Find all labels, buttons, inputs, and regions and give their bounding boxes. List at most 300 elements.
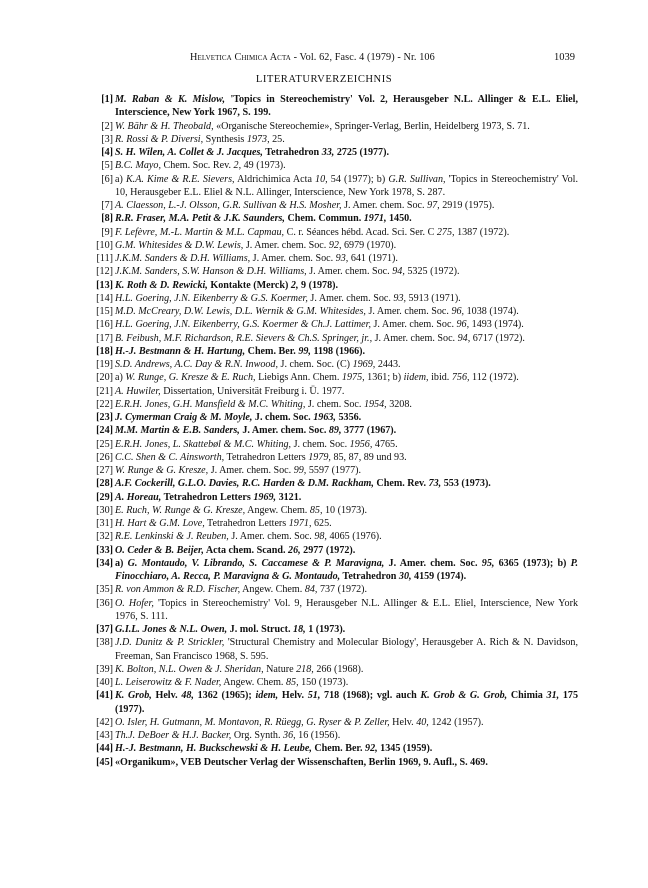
reference-item xyxy=(86,742,578,755)
reference-number: [5] xyxy=(101,160,113,172)
reference-italic-run: 85, xyxy=(285,677,299,688)
reference-run: 4159 (1974). xyxy=(411,571,467,582)
reference-italic-run: G. Montaudo, V. Librando, S. Caccamese & P. Maravigna, xyxy=(127,557,385,569)
reference-italic-run: M. Raban & K. Mislow, xyxy=(115,94,226,105)
reference-number: [9] xyxy=(101,226,113,238)
reference-run: Chem. Ber. xyxy=(245,345,299,357)
reference-item xyxy=(86,544,578,557)
reference-italic-run: 73, xyxy=(428,478,442,490)
reference-run: 85, 87, 89 und 93. xyxy=(330,451,407,463)
reference-italic-run: B. Feibush, M.F. Richardson, R.E. Sievers & Ch.S. Springer, jr., xyxy=(115,332,373,344)
reference-italic-run: 1973, xyxy=(246,133,270,145)
reference-number: [44] xyxy=(96,743,113,755)
reference-italic-run: M.D. McCreary, D.W. Lewis, D.L. Wernik & G.M. Whitesides, xyxy=(115,306,366,317)
reference-item xyxy=(86,689,578,716)
reference-italic-run: A. Claesson, L.-J. Olsson, G.R. Sullivan & H.S. Mosher, xyxy=(115,200,342,211)
reference-text xyxy=(115,756,578,769)
reference-text xyxy=(115,252,578,265)
reference-number: [43] xyxy=(96,730,113,741)
reference-italic-run: W. Bähr & H. Theobald, xyxy=(115,120,214,132)
reference-italic-run: J.D. Dunitz & P. Strickler, xyxy=(115,637,225,649)
reference-italic-run: W. Runge, G. Kresze & E. Ruch, xyxy=(125,372,256,384)
reference-run: ibid. xyxy=(428,372,452,384)
reference-run: Nature xyxy=(263,663,297,675)
reference-italic-run: iidem, xyxy=(403,372,429,384)
reference-italic-run: A. Huwiler, xyxy=(115,385,161,397)
reference-run: 1361; b) xyxy=(364,372,404,384)
reference-italic-run: G.M. Whitesides & D.W. Lewis, xyxy=(115,239,244,251)
reference-run: Chimia xyxy=(507,690,547,702)
reference-run: Acta chem. Scand. xyxy=(203,544,289,556)
reference-run: J. Amer. chem. Soc. xyxy=(250,253,336,264)
reference-item xyxy=(86,358,578,371)
reference-run: a) xyxy=(115,173,126,185)
reference-italic-run: S. H. Wilen, A. Collet & J. Jacques, xyxy=(115,147,263,158)
reference-italic-run: 1975, xyxy=(341,372,365,384)
reference-run: Tetrahedron Letters xyxy=(204,518,289,529)
reference-italic-run: 96, xyxy=(451,306,465,317)
reference-italic-run: 98, xyxy=(314,531,327,543)
reference-run: 1 (1973). xyxy=(305,624,346,635)
reference-run: 737 (1972). xyxy=(317,584,368,596)
reference-italic-run: H.-J. Bestmann, H. Buckschewski & H. Leube, xyxy=(115,743,312,755)
reference-item xyxy=(86,451,578,464)
reference-run: Helv. xyxy=(278,690,308,702)
reference-item xyxy=(86,756,578,769)
reference-run: Tetrahedron Letters xyxy=(224,451,309,463)
reference-italic-run: K. Roth & D. Rewicki, xyxy=(115,279,208,291)
reference-run: J. Amer. chem. Soc. xyxy=(341,200,428,211)
reference-italic-run: 1971, xyxy=(288,518,312,529)
reference-number: [19] xyxy=(96,359,113,370)
section-title: LITERATURVERZEICHNIS xyxy=(255,74,393,85)
reference-item xyxy=(86,411,578,424)
reference-italic-run: idem, xyxy=(255,690,279,702)
reference-item xyxy=(86,530,578,543)
reference-run: J. chem. Soc. xyxy=(305,398,364,410)
reference-italic-run: H.L. Goering, J.N. Eikenberry, G.S. Koermer & Ch.J. Lattimer, xyxy=(115,319,371,331)
reference-text xyxy=(115,636,578,663)
reference-italic-run: K.A. Kime & R.E. Sievers, xyxy=(125,173,235,185)
reference-text xyxy=(115,305,578,318)
reference-italic-run: J.K.M. Sanders & D.H. Williams, xyxy=(115,253,251,264)
reference-item xyxy=(86,491,578,504)
reference-run: Helv. xyxy=(151,690,182,702)
reference-run: J. Amer. chem. Soc. xyxy=(307,292,394,304)
reference-run: a) xyxy=(115,372,126,384)
reference-run: 553 (1973). xyxy=(441,478,491,490)
reference-item xyxy=(86,345,578,358)
reference-item xyxy=(86,252,578,265)
reference-run: 1242 (1957). xyxy=(428,716,484,728)
reference-italic-run: G.R. Sullivan, xyxy=(388,173,446,185)
reference-run: J. Amer. chem. Soc. xyxy=(306,266,393,278)
reference-run: «Organikum», VEB Deutscher Verlag der Wissenschaften, Berlin 1969, 9. Aufl., S. 469. xyxy=(115,756,488,768)
reference-number: [35] xyxy=(96,584,113,596)
reference-italic-run: G.I.L. Jones & N.L. Owen, xyxy=(115,624,228,635)
reference-item xyxy=(86,212,578,225)
reference-italic-run: C.C. Shen & C. Ainsworth, xyxy=(115,451,225,463)
reference-number: [31] xyxy=(96,518,113,529)
reference-number: [7] xyxy=(101,200,113,211)
reference-number: [23] xyxy=(96,412,113,423)
reference-italic-run: H. Hart & G.M. Love, xyxy=(115,518,205,529)
reference-run: 49 (1973). xyxy=(241,160,286,172)
reference-item xyxy=(86,173,578,200)
reference-item xyxy=(86,146,578,159)
running-head xyxy=(190,52,520,63)
reference-run: 9 (1978). xyxy=(298,279,339,291)
reference-text xyxy=(115,411,578,424)
reference-run: 10 (1973). xyxy=(322,504,368,516)
reference-italic-run: 756, xyxy=(451,372,470,384)
reference-italic-run: 99, xyxy=(298,345,311,357)
reference-number: [45] xyxy=(96,756,113,768)
reference-text xyxy=(115,292,578,305)
reference-number: [1] xyxy=(101,94,113,105)
reference-italic-run: 30, xyxy=(398,571,412,582)
reference-italic-run: 10, xyxy=(315,173,328,185)
reference-text xyxy=(115,623,578,636)
reference-italic-run: F. Lefèvre, M.-L. Martin & M.L. Capmau, xyxy=(115,226,285,238)
reference-run: J. chem. Soc. xyxy=(291,438,350,450)
reference-italic-run: 84, xyxy=(304,584,318,596)
reference-item xyxy=(86,239,578,252)
reference-italic-run: 89, xyxy=(328,425,342,437)
reference-italic-run: 92, xyxy=(365,743,378,755)
reference-item xyxy=(86,226,578,239)
reference-text xyxy=(115,199,578,212)
reference-run: 2977 (1972). xyxy=(300,544,356,556)
reference-run: J. Amer. chem. Soc. xyxy=(365,306,452,317)
reference-run: Kontakte (Merck) xyxy=(207,279,291,291)
reference-run: 'Topics in Stereochemistry' Vol. 2, Herausgeber N.L. Allinger & E.L. Eliel, Interscience, New York 1967, S. 199. xyxy=(115,94,578,119)
reference-text xyxy=(115,742,578,755)
reference-run: 4765. xyxy=(372,438,398,450)
reference-number: [12] xyxy=(96,266,113,278)
reference-italic-run: R.E. Lenkinski & J. Reuben, xyxy=(115,531,229,543)
reference-italic-run: J. Cymerman Craig & M. Moyle, xyxy=(115,412,253,423)
reference-text xyxy=(115,438,578,451)
reference-number: [40] xyxy=(96,677,113,688)
reference-item xyxy=(86,729,578,742)
reference-item xyxy=(86,517,578,530)
reference-run: Helv. xyxy=(389,716,417,728)
reference-run: «Organische Stereochemie», Springer-Verlag, Berlin, Heidelberg 1973, S. 71. xyxy=(213,120,530,132)
reference-run: Liebigs Ann. Chem. xyxy=(255,372,342,384)
reference-run: 3121. xyxy=(276,491,302,503)
reference-run: 6717 (1972). xyxy=(470,332,525,344)
reference-text xyxy=(115,358,578,371)
reference-number: [4] xyxy=(101,147,113,158)
reference-run: 1493 (1974). xyxy=(469,319,524,331)
reference-italic-run: A. Horeau, xyxy=(115,491,162,503)
reference-italic-run: W. Runge & G. Kresze, xyxy=(115,465,209,476)
reference-italic-run: J.K.M. Sanders, S.W. Hanson & D.H. Williams, xyxy=(115,266,307,278)
reference-italic-run: 218, xyxy=(296,663,314,675)
reference-item xyxy=(86,93,578,120)
reference-number: [16] xyxy=(96,319,113,331)
reference-run: 5356. xyxy=(335,412,362,423)
reference-italic-run: 85, xyxy=(309,504,323,516)
reference-number: [15] xyxy=(96,306,113,317)
reference-run: J. chem. Soc. xyxy=(252,412,314,423)
reference-run: 150 (1973). xyxy=(298,677,349,688)
reference-run: Angew. Chem. xyxy=(221,677,286,688)
reference-item xyxy=(86,318,578,331)
reference-text xyxy=(115,239,578,252)
reference-item xyxy=(86,663,578,676)
reference-text xyxy=(115,530,578,543)
reference-text xyxy=(115,385,578,398)
reference-run: 25. xyxy=(269,133,285,145)
reference-italic-run: 1954, xyxy=(363,398,387,410)
reference-text xyxy=(115,371,578,384)
reference-number: [25] xyxy=(96,438,113,450)
reference-text xyxy=(115,424,578,437)
reference-number: [2] xyxy=(101,120,113,132)
reference-italic-run: E.R.H. Jones, L. Skattebøl & M.C. Whiting, xyxy=(115,438,292,450)
reference-item xyxy=(86,292,578,305)
reference-italic-run: 36, xyxy=(283,730,296,741)
reference-number: [14] xyxy=(96,292,113,304)
reference-text xyxy=(115,146,578,159)
reference-run: J. mol. Struct. xyxy=(227,624,294,635)
reference-italic-run: 1979, xyxy=(308,451,331,463)
reference-text xyxy=(115,716,578,729)
reference-run: Tetrahedron xyxy=(340,571,399,582)
reference-run: Angew. Chem. xyxy=(240,584,305,596)
reference-item xyxy=(86,279,578,292)
reference-number: [20] xyxy=(96,372,113,384)
reference-text xyxy=(115,597,578,624)
reference-run: 'Topics in Stereochemistry' Vol. 9, Herausgeber N.L. Allinger & E.L. Eliel, Interscience, New York 1976, S. 111. xyxy=(115,597,578,622)
reference-text xyxy=(115,544,578,557)
reference-run: Tetrahedron Letters xyxy=(161,491,254,503)
reference-run: 718 (1968); vgl. auch xyxy=(320,690,421,702)
reference-item xyxy=(86,557,578,584)
reference-run: 1198 (1966). xyxy=(310,345,366,357)
reference-italic-run: K. Bolton, N.L. Owen & J. Sheridan, xyxy=(115,663,264,675)
reference-italic-run: L. Leiserowitz & F. Nader, xyxy=(115,677,222,688)
reference-number: [13] xyxy=(96,279,113,291)
reference-text xyxy=(115,464,578,477)
reference-text xyxy=(115,332,578,345)
reference-run: 1362 (1965); xyxy=(193,690,256,702)
reference-italic-run: R. von Ammon & R.D. Fischer, xyxy=(115,584,241,596)
reference-italic-run: S.D. Andrews, A.C. Day & R.N. Inwood, xyxy=(115,359,278,370)
reference-item xyxy=(86,199,578,212)
reference-number: [3] xyxy=(101,133,113,145)
reference-text xyxy=(115,583,578,596)
reference-italic-run: 94, xyxy=(392,266,405,278)
reference-italic-run: 1956, xyxy=(349,438,373,450)
reference-run: J. chem. Soc. (C) xyxy=(278,359,353,370)
reference-italic-run: R.R. Fraser, M.A. Petit & J.K. Saunders, xyxy=(115,213,285,225)
reference-item xyxy=(86,636,578,663)
reference-number: [11] xyxy=(96,253,113,264)
reference-item xyxy=(86,464,578,477)
reference-number: [39] xyxy=(96,663,113,675)
reference-number: [24] xyxy=(96,425,113,437)
reference-italic-run: Th.J. DeBoer & H.J. Backer, xyxy=(115,730,232,741)
reference-italic-run: 1969, xyxy=(253,491,277,503)
reference-run: 16 (1956). xyxy=(295,730,341,741)
reference-text xyxy=(115,345,578,358)
reference-number: [42] xyxy=(96,716,113,728)
reference-run: 175 (1977). xyxy=(115,690,578,715)
reference-item xyxy=(86,398,578,411)
reference-run: 266 (1968). xyxy=(313,663,364,675)
reference-text xyxy=(115,504,578,517)
reference-italic-run: 97, xyxy=(427,200,440,211)
reference-item xyxy=(86,623,578,636)
reference-italic-run: 275, xyxy=(436,226,455,238)
reference-run: 641 (1971). xyxy=(348,253,398,264)
reference-run: J. Amer. chem. Soc. xyxy=(228,531,315,543)
reference-run: 5913 (1971). xyxy=(406,292,461,304)
reference-run: 2443. xyxy=(375,359,401,370)
reference-number: [34] xyxy=(96,557,113,569)
reference-italic-run: O. Ceder & B. Beijer, xyxy=(115,544,204,556)
reference-italic-run: 33, xyxy=(321,147,335,158)
reference-run: J. Amer. chem. Soc. xyxy=(384,557,482,569)
reference-italic-run: 1963, xyxy=(313,412,336,423)
reference-number: [36] xyxy=(96,597,113,609)
reference-text xyxy=(115,557,578,584)
reference-italic-run: 1971, xyxy=(363,213,387,225)
reference-italic-run: R. Rossi & P. Diversi, xyxy=(115,133,204,145)
reference-item xyxy=(86,676,578,689)
reference-run: 'Topics in Stereochemistry' Vol. 10, Herausgeber E.L. Eliel & N.L. Allinger, Interscience, New York 1978, S. 287. xyxy=(115,173,578,198)
reference-text xyxy=(115,689,578,716)
reference-italic-run: 26, xyxy=(288,544,301,556)
reference-number: [29] xyxy=(96,491,113,503)
reference-number: [10] xyxy=(96,239,113,251)
reference-number: [37] xyxy=(96,624,113,635)
reference-text xyxy=(115,265,578,278)
reference-italic-run: M.M. Martin & E.B. Sanders, xyxy=(115,425,240,437)
reference-italic-run: 99, xyxy=(293,465,307,476)
reference-number: [6] xyxy=(101,173,113,185)
reference-italic-run: H.L. Goering, J.N. Eikenberry & G.S. Koermer, xyxy=(115,292,308,304)
reference-number: [21] xyxy=(96,385,113,397)
reference-run: a) xyxy=(115,557,128,569)
reference-text xyxy=(115,226,578,239)
reference-italic-run: 1969, xyxy=(352,359,376,370)
reference-item xyxy=(86,385,578,398)
reference-number: [41] xyxy=(96,690,113,702)
reference-italic-run: 93, xyxy=(335,253,349,264)
reference-run: 54 (1977); b) xyxy=(327,173,389,185)
reference-italic-run: K. Grob & G. Grob, xyxy=(420,690,508,702)
reference-text xyxy=(115,133,578,146)
reference-text xyxy=(115,477,578,490)
reference-italic-run: 95, xyxy=(481,557,495,569)
reference-text xyxy=(115,120,578,133)
reference-run: C. r. Séances hébd. Acad. Sci. Ser. C xyxy=(284,226,437,238)
reference-run: Angew. Chem. xyxy=(245,504,310,516)
reference-item xyxy=(86,159,578,172)
reference-run: Synthesis xyxy=(203,133,247,145)
issue-info: - Vol. 62, Fasc. 4 (1979) - Nr. 106 xyxy=(290,52,435,63)
reference-run: 3777 (1967). xyxy=(341,425,397,437)
reference-run: 'Structural Chemistry and Molecular Biology', Herausgeber A. Rich & N. Davidson, Freeman, San Francisco 1968, S. 595. xyxy=(115,637,579,662)
reference-run: 625. xyxy=(311,518,332,529)
reference-run: 4065 (1976). xyxy=(326,531,382,543)
reference-italic-run: 94, xyxy=(457,332,471,344)
reference-italic-run: 40, xyxy=(416,716,429,728)
reference-number: [17] xyxy=(96,332,113,344)
reference-text xyxy=(115,398,578,411)
reference-item xyxy=(86,504,578,517)
journal-name: Helvetica Chimica Acta xyxy=(190,52,291,63)
reference-run: Org. Synth. xyxy=(231,730,284,741)
reference-italic-run: P. Finocchiaro, A. Recca, P. Maravigna & G. Montaudo, xyxy=(115,557,579,582)
reference-run: 6979 (1970). xyxy=(341,239,397,251)
reference-run: 112 (1972). xyxy=(469,372,519,384)
reference-text xyxy=(115,729,578,742)
reference-run: 1345 (1959). xyxy=(377,743,433,755)
reference-italic-run: E.R.H. Jones, G.H. Mansfield & M.C. Whiting, xyxy=(115,398,306,410)
reference-item xyxy=(86,438,578,451)
reference-italic-run: 2, xyxy=(290,279,299,291)
reference-number: [8] xyxy=(101,213,113,225)
reference-text xyxy=(115,159,578,172)
reference-text xyxy=(115,451,578,464)
reference-text xyxy=(115,663,578,676)
reference-run: 2919 (1975). xyxy=(439,200,495,211)
reference-text xyxy=(115,93,578,120)
reference-run: J. Amer. chem. Soc. xyxy=(243,239,329,251)
reference-italic-run: 92, xyxy=(328,239,342,251)
reference-item xyxy=(86,133,578,146)
reference-italic-run: E. Ruch, W. Runge & G. Kresze, xyxy=(115,504,246,516)
reference-item xyxy=(86,716,578,729)
reference-italic-run: 51, xyxy=(307,690,321,702)
reference-run: 3208. xyxy=(386,398,412,410)
reference-number: [26] xyxy=(96,451,113,463)
reference-text xyxy=(115,318,578,331)
reference-number: [27] xyxy=(96,465,113,476)
reference-run: Aldrichimica Acta xyxy=(234,173,316,185)
reference-italic-run: K. Grob, xyxy=(115,690,152,702)
reference-item xyxy=(86,477,578,490)
reference-italic-run: H.-J. Bestmann & H. Hartung, xyxy=(115,345,246,357)
reference-run: 1038 (1974). xyxy=(464,306,519,317)
reference-number: [32] xyxy=(96,531,113,543)
page-number: 1039 xyxy=(554,52,575,63)
reference-run: 5597 (1977). xyxy=(306,465,361,476)
reference-number: [28] xyxy=(96,478,113,490)
reference-item xyxy=(86,583,578,596)
reference-run: J. Amer. chem. Soc. xyxy=(372,332,458,344)
reference-italic-run: 31, xyxy=(546,690,560,702)
reference-run: Chem. Ber. xyxy=(311,743,366,755)
reference-run: Chem. Commun. xyxy=(284,213,364,225)
reference-number: [30] xyxy=(96,504,113,516)
reference-text xyxy=(115,491,578,504)
reference-text xyxy=(115,676,578,689)
reference-item xyxy=(86,371,578,384)
reference-text xyxy=(115,173,578,200)
reference-run: 1450. xyxy=(386,213,412,225)
reference-italic-run: 48, xyxy=(181,690,194,702)
reference-run: J. Amer. chem. Soc. xyxy=(208,465,294,476)
reference-text xyxy=(115,212,578,225)
reference-run: 5325 (1972). xyxy=(404,266,460,278)
reference-run: 6365 (1973); b) xyxy=(494,557,571,569)
